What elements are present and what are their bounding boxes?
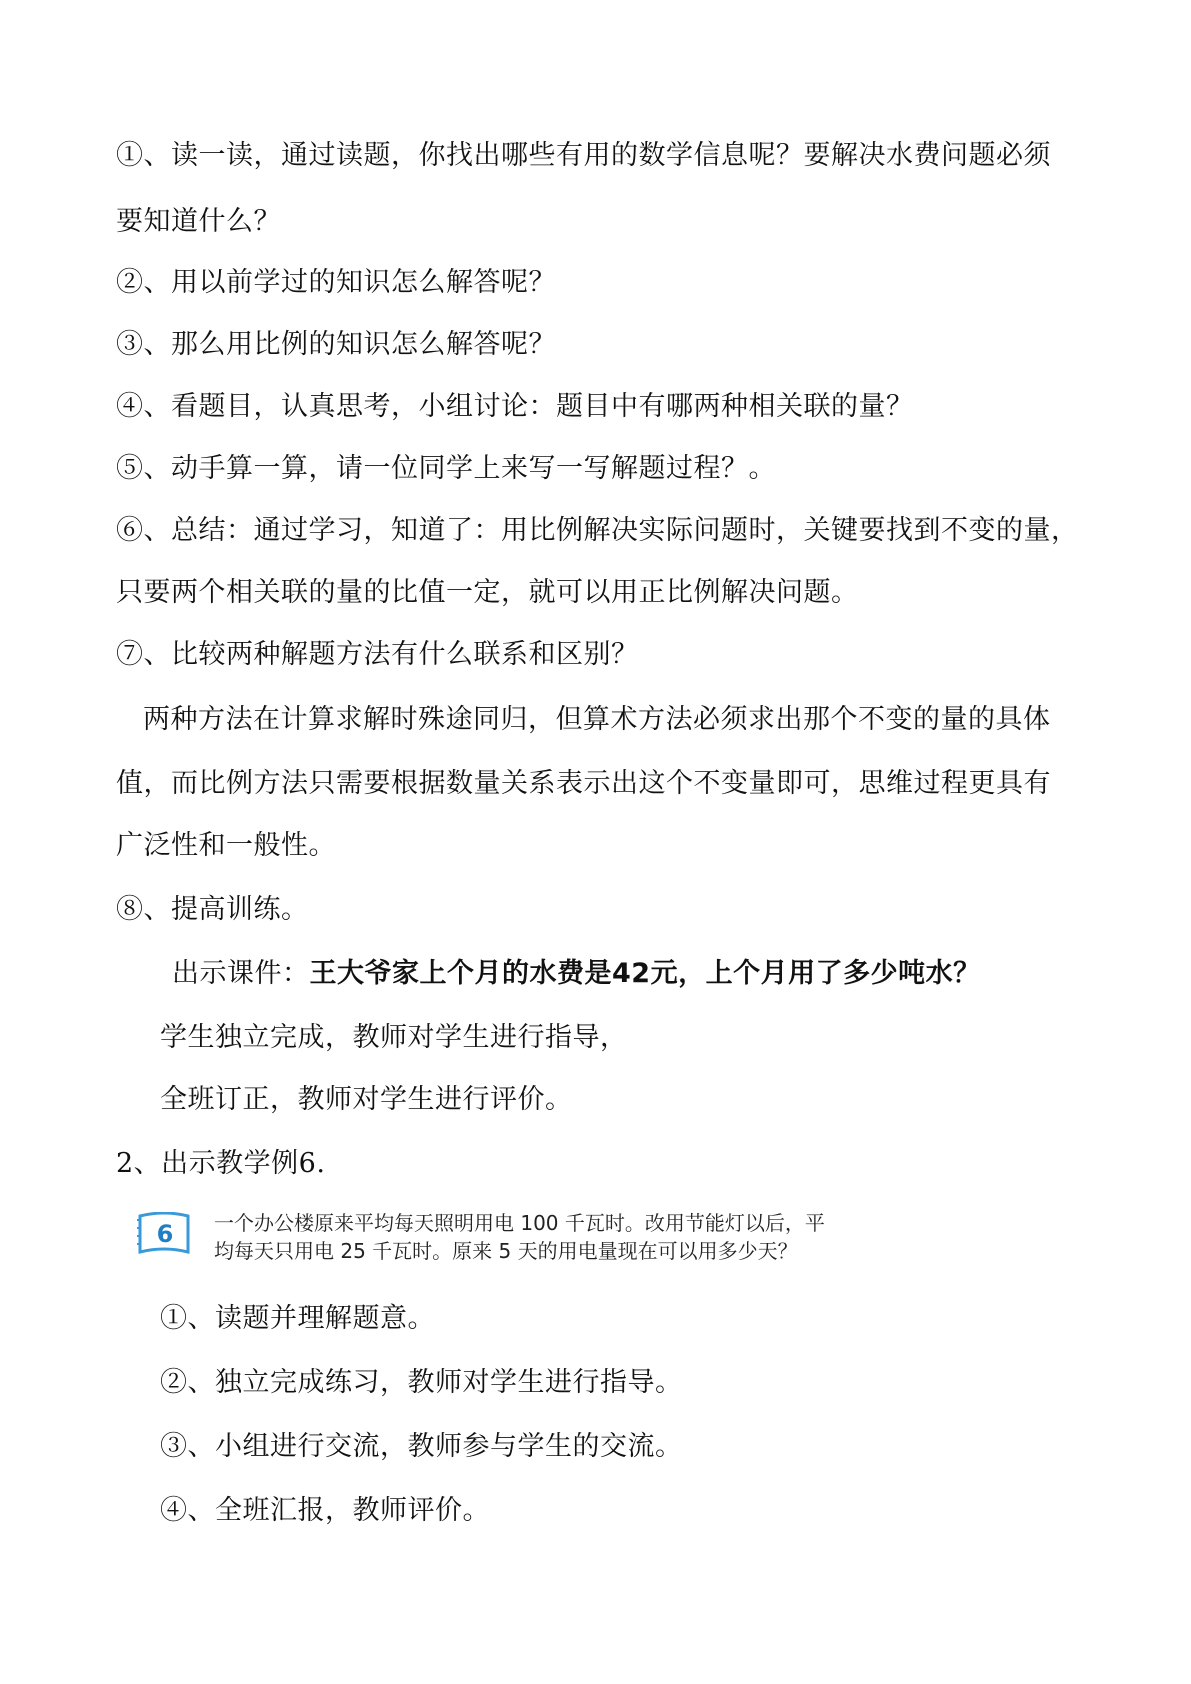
text-line-11: 值，而比例方法只需要根据数量关系表示出这个不变量即可，思维过程更具有 — [116, 768, 1051, 799]
text-line-10: 两种方法在计算求解时殊途同归，但算术方法必须求出那个不变的量的具体 — [143, 704, 1051, 735]
text-line-8: 只要两个相关联的量的比值一定，就可以用正比例解决问题。 — [116, 577, 859, 608]
example-text-line-2: 均每天只用电 25 千瓦时。原来 5 天的用电量现在可以用多少天？ — [214, 1239, 798, 1263]
step-4: ④、全班汇报，教师评价。 — [160, 1495, 490, 1526]
text-line-7: ⑥、总结：通过学习，知道了：用比例解决实际问题时，关键要找到不变的量， — [116, 515, 1079, 546]
text-line-15: 全班订正，教师对学生进行评价。 — [160, 1084, 573, 1115]
book-icon — [136, 1212, 192, 1256]
text-line-6: ⑤、动手算一算，请一位同学上来写一写解题过程？。 — [116, 453, 776, 484]
text-line-13: ⑧、提高训练。 — [116, 894, 309, 925]
text-line-1: ①、读一读，通过读题，你找出哪些有用的数学信息呢？要解决水费问题必须 — [116, 140, 1051, 171]
text-line-5: ④、看题目，认真思考，小组讨论：题目中有哪两种相关联的量？ — [116, 391, 914, 422]
text-line-14: 学生独立完成，教师对学生进行指导， — [160, 1022, 628, 1053]
text-line-16: 2、出示教学例6. — [116, 1148, 326, 1179]
example-6-box — [134, 1206, 894, 1276]
text-line-9: ⑦、比较两种解题方法有什么联系和区别？ — [116, 639, 639, 670]
text-line-12: 广泛性和一般性。 — [116, 830, 336, 861]
example-text-line-1: 一个办公楼原来平均每天照明用电 100 千瓦时。改用节能灯以后，平 — [214, 1211, 825, 1235]
text-line-4: ③、那么用比例的知识怎么解答呢？ — [116, 329, 556, 360]
courseware-line — [172, 957, 981, 991]
step-3: ③、小组进行交流，教师参与学生的交流。 — [160, 1431, 683, 1462]
text-line-2: 要知道什么？ — [116, 206, 281, 237]
example-number: 6 — [156, 1220, 174, 1248]
courseware-question: 王大爷家上个月的水费是42元，上个月用了多少吨水？ — [309, 958, 981, 989]
courseware-label: 出示课件： — [172, 958, 310, 989]
step-2: ②、独立完成练习，教师对学生进行指导。 — [160, 1367, 683, 1398]
step-1: ①、读题并理解题意。 — [160, 1303, 435, 1334]
text-line-3: ②、用以前学过的知识怎么解答呢？ — [116, 267, 556, 298]
